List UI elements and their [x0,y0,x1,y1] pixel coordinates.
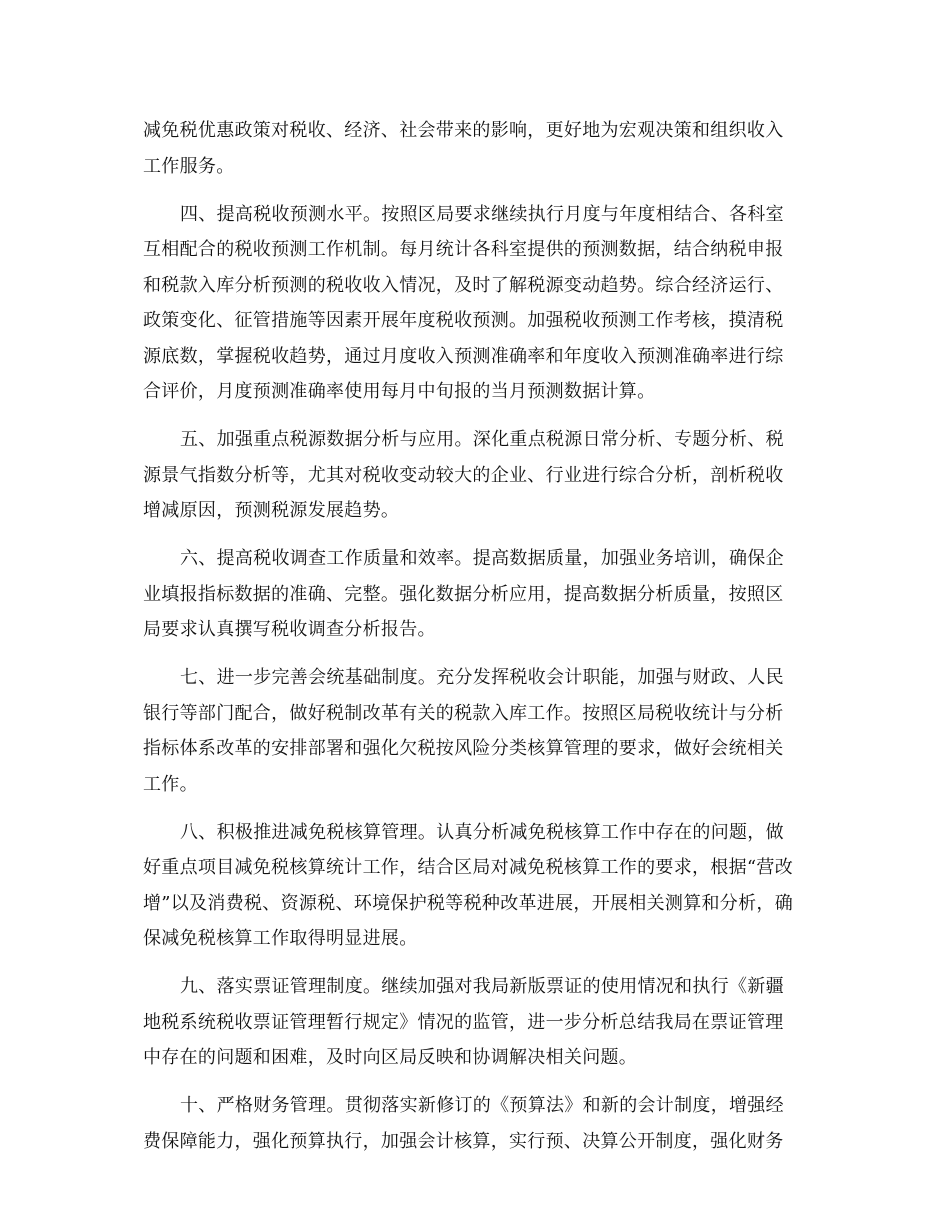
text-line: 指标体系改革的安排部署和强化欠税按风险分类核算管理的要求，做好会统相关 [143,738,784,759]
text-line: 八、积极推进减免税核算管理。认真分析减免税核算工作中存在的问题，做 [180,821,784,843]
paragraph-continuation [143,113,809,184]
text-line: 减免税优惠政策对税收、经济、社会带来的影响，更好地为宏观决策和组织收入 [143,120,784,141]
paragraph-section-5 [143,422,809,529]
text-line: 四、提高税收预测水平。按照区局要求继续执行月度与年度相结合、各科室 [180,203,784,225]
document-body [143,113,809,1172]
paragraph-section-8 [143,815,809,957]
text-line: 五、加强重点税源数据分析与应用。深化重点税源日常分析、专题分析、税 [180,429,784,450]
text-line: 中存在的问题和困难，及时向区局反映和协调解决相关问题。 [143,1047,638,1068]
text-line: 增”以及消费税、资源税、环境保护税等税种改革进展，开展相关测算和分析，确 [143,892,793,914]
text-line: 源景气指数分析等，尤其对税收变动较大的企业、行业进行综合分析，剖析税收 [143,464,784,486]
text-line: 九、落实票证管理制度。继续加强对我局新版票证的使用情况和执行《新疆 [180,976,784,997]
text-line: 合评价，月度预测准确率使用每月中旬报的当月预测数据计算。 [143,381,656,402]
text-line: 增减原因，预测税源发展趋势。 [143,500,400,521]
text-line: 保减免税核算工作取得明显进展。 [143,928,418,949]
text-line: 源底数，掌握税收趋势，通过月度收入预测准确率和年度收入预测准确率进行综 [143,345,784,367]
paragraph-section-7 [143,660,809,802]
text-line: 七、进一步完善会统基础制度。充分发挥税收会计职能，加强与财政、人民 [180,667,784,688]
text-line: 业填报指标数据的准确、完整。强化数据分析应用，提高数据分析质量，按照区 [143,583,784,605]
paragraph-section-9 [143,969,809,1076]
text-line: 好重点项目减免税核算统计工作，结合区局对减免税核算工作的要求，根据“营改 [143,857,793,878]
text-line: 局要求认真撰写税收调查分析报告。 [143,619,436,640]
text-line: 和税款入库分析预测的税收收入情况，及时了解税源变动趋势。综合经济运行、 [143,274,784,296]
text-line: 政策变化、征管措施等因素开展年度税收预测。加强税收预测工作考核，摸清税 [143,310,784,331]
text-line: 互相配合的税收预测工作机制。每月统计各科室提供的预测数据，结合纳税申报 [143,239,784,260]
text-line: 工作。 [143,773,198,795]
paragraph-section-4 [143,197,809,410]
text-line: 工作服务。 [143,155,235,177]
text-line: 六、提高税收调查工作质量和效率。提高数据质量，加强业务培训，确保企 [180,548,784,569]
paragraph-section-6 [143,541,809,648]
text-line: 费保障能力，强化预算执行，加强会计核算，实行预、决算公开制度，强化财务 [143,1130,784,1152]
text-line: 地税系统税收票证管理暂行规定》情况的监管，进一步分析总结我局在票证管理 [143,1011,784,1033]
paragraph-section-10 [143,1088,809,1159]
text-line: 十、严格财务管理。贯彻落实新修订的《预算法》和新的会计制度，增强经 [180,1095,784,1116]
text-line: 银行等部门配合，做好税制改革有关的税款入库工作。按照区局税收统计与分析 [143,702,784,724]
